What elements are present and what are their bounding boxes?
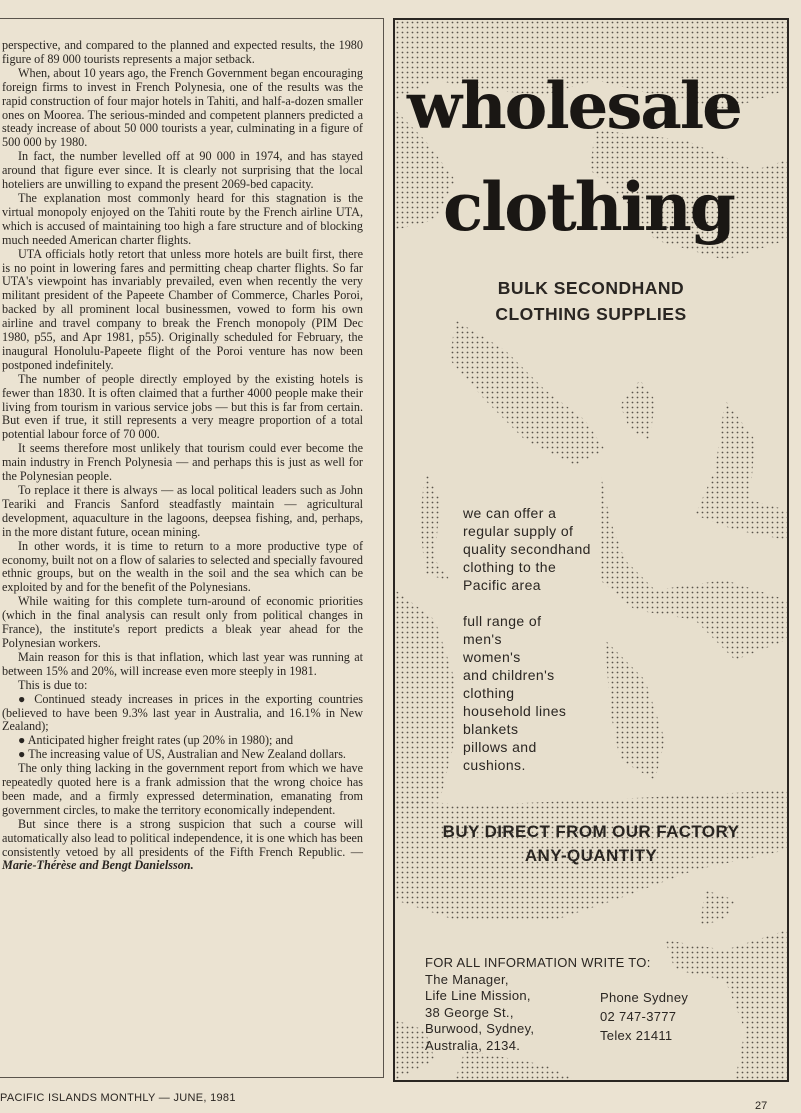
article-paragraph (2, 818, 363, 874)
wholesale-clothing-ad (393, 18, 789, 1082)
article-paragraph: The explanation most commonly heard for this stagnation is the virtual monopoly enjoyed on the Tahiti route by the French airline UTA, which is accused of maintaining too high a fare structure and of blocking much needed American charter flights. (2, 190, 363, 247)
address-line: Burwood, Sydney, (425, 1021, 535, 1036)
info-heading: FOR ALL INFORMATION WRITE TO: (425, 955, 651, 970)
range-line: pillows and (463, 739, 537, 755)
ad-phone-info (600, 988, 688, 1045)
phone-line: 02 747-3777 (600, 1009, 677, 1024)
range-line: household lines (463, 703, 567, 719)
article-paragraph: To replace it there is always — as local political leaders such as John Teariki and Francis Sanford steadfastly maintain — agricultural development, aquaculture in the lagoons, deepsea fishing, and, perhaps, in the more distant future, ocean mining. (2, 483, 363, 539)
article-paragraph: This is due to: (18, 677, 88, 692)
article-last-text: But since there is a strong suspicion that such a course will automatically also lead to political independence, it is one which has been consistently vetoed by all presidents of the Fifth French Republic. — (2, 816, 363, 859)
article-paragraph: When, about 10 years ago, the French Government began encouraging foreign firms to invest in French Polynesia, one of the results was the rapid construction of four major hotels in Tahiti, and half-a-dozen smaller ones on Moorea. The serious-minded and competent planners predicted a steady increase of about 50 000 tourists a year, culminating in a figure of 500 000 by 1980. (2, 65, 363, 150)
range-line: men's (463, 631, 502, 647)
range-line: women's (463, 649, 521, 665)
page-footer: PACIFIC ISLANDS MONTHLY — JUNE, 1981 (0, 1092, 236, 1104)
range-line: cushions. (463, 757, 526, 773)
article-paragraph: perspective, and compared to the planned and expected results, the 1980 figure of 89 000 tourists represents a major setback. (2, 38, 363, 66)
address-line: 38 George St., (425, 1004, 514, 1020)
article-paragraph: In fact, the number levelled off at 90 000 in 1974, and has stayed around that figure ever since. It is clearly not surprising that the local hoteliers are unwilling to expand the present 2069-bed capacity. (2, 149, 363, 192)
offer-line: we can offer a (463, 505, 557, 521)
ad-headline-clothing: clothing (443, 168, 734, 246)
offer-line: Pacific area (463, 577, 541, 593)
article-bullet: ● Continued steady increases in prices in the exporting countries (believed to have been 9.3% last year in Australia, and 16.1% in New Zealand); (2, 691, 363, 734)
ad-body-text (463, 504, 591, 774)
article-paragraph: UTA officials hotly retort that unless more hotels are built first, there is no point in lowering fares and permitting cheap charter flights. So far UTA's viewpoint has invariably prevailed, even when recently the very militant president of the Papeete Chamber of Commerce, Charles Poroi, backed by all prominent local businessmen, vowed to form his own airline and travel company to break the French monopoly (PIM Dec 1980, p55, and Apr 1981, p55). Originally scheduled for February, the inaugural Honolulu-Papeete flight of the Poroi venture has now been postponed indefinitely. (2, 246, 363, 372)
article-bullet: ● The increasing value of US, Australian and New Zealand dollars. (18, 747, 346, 762)
ad-headline-wholesale: wholesale (407, 69, 741, 144)
ad-any-quantity: ANY-QUANTITY (524, 846, 658, 865)
offer-line: quality secondhand (463, 541, 591, 557)
address-line: Life Line Mission, (425, 988, 531, 1003)
article-paragraph: While waiting for this complete turn-around of economic priorities (which in the final analysis can result only from political changes in France), the institute's report predicts a bleak year ahead for the Polynesian workers. (2, 594, 363, 650)
article-signature: Marie-Thérèse and Bengt Danielsson. (2, 858, 194, 873)
range-line: blankets (463, 721, 519, 737)
offer-line: regular supply of (463, 523, 574, 539)
address-line: Australia, 2134. (425, 1037, 521, 1053)
article-paragraph: Main reason for this is that inflation, which last year was running at between 15% and 20%, will increase even more steeply in 1981. (2, 649, 363, 678)
range-line: full range of (463, 613, 542, 629)
page-number: 27 (755, 1100, 768, 1112)
range-line: and children's (463, 667, 555, 683)
article-column (0, 18, 384, 1078)
address-line: The Manager, (425, 971, 509, 987)
article-paragraph: In other words, it is time to return to a more productive type of economy, built not on a flow of salaries to selected and specially favoured ethnic groups, but on the wealth in the soil and the sea which can be exploited by and for the benefit of the Polynesians. (2, 538, 363, 595)
ad-subheading-1: BULK SECONDHAND (497, 278, 685, 298)
article-paragraph: The number of people directly employed by the existing hotels is fewer than 1830. It is often claimed that a further 4000 people make their living from tourism in various service jobs — but this is far from certain. But even if true, it still represents a very meagre proportion of a total potential labour force of 70 000. (2, 371, 363, 442)
article-paragraph: It seems therefore most unlikely that tourism could ever become the main industry in French Polynesia — and perhaps this is just as well for the Polynesian people. (2, 441, 363, 484)
phone-line: Telex 21411 (600, 1028, 673, 1043)
article-bullet: ● Anticipated higher freight rates (up 20% in 1980); and (18, 733, 294, 748)
article-paragraph: The only thing lacking in the government report from which we have repeatedly quoted here is a frank admission that the wrong choice has been made, and a firmly expressed determination, emanating from government circles, to make the territory economically independent. (2, 761, 363, 817)
ad-subheading-2: CLOTHING SUPPLIES (495, 304, 687, 324)
phone-line: Phone Sydney (600, 990, 689, 1005)
ad-buy-direct: BUY DIRECT FROM OUR FACTORY (442, 822, 740, 841)
offer-line: clothing to the (463, 559, 557, 575)
range-line: clothing (463, 685, 515, 701)
